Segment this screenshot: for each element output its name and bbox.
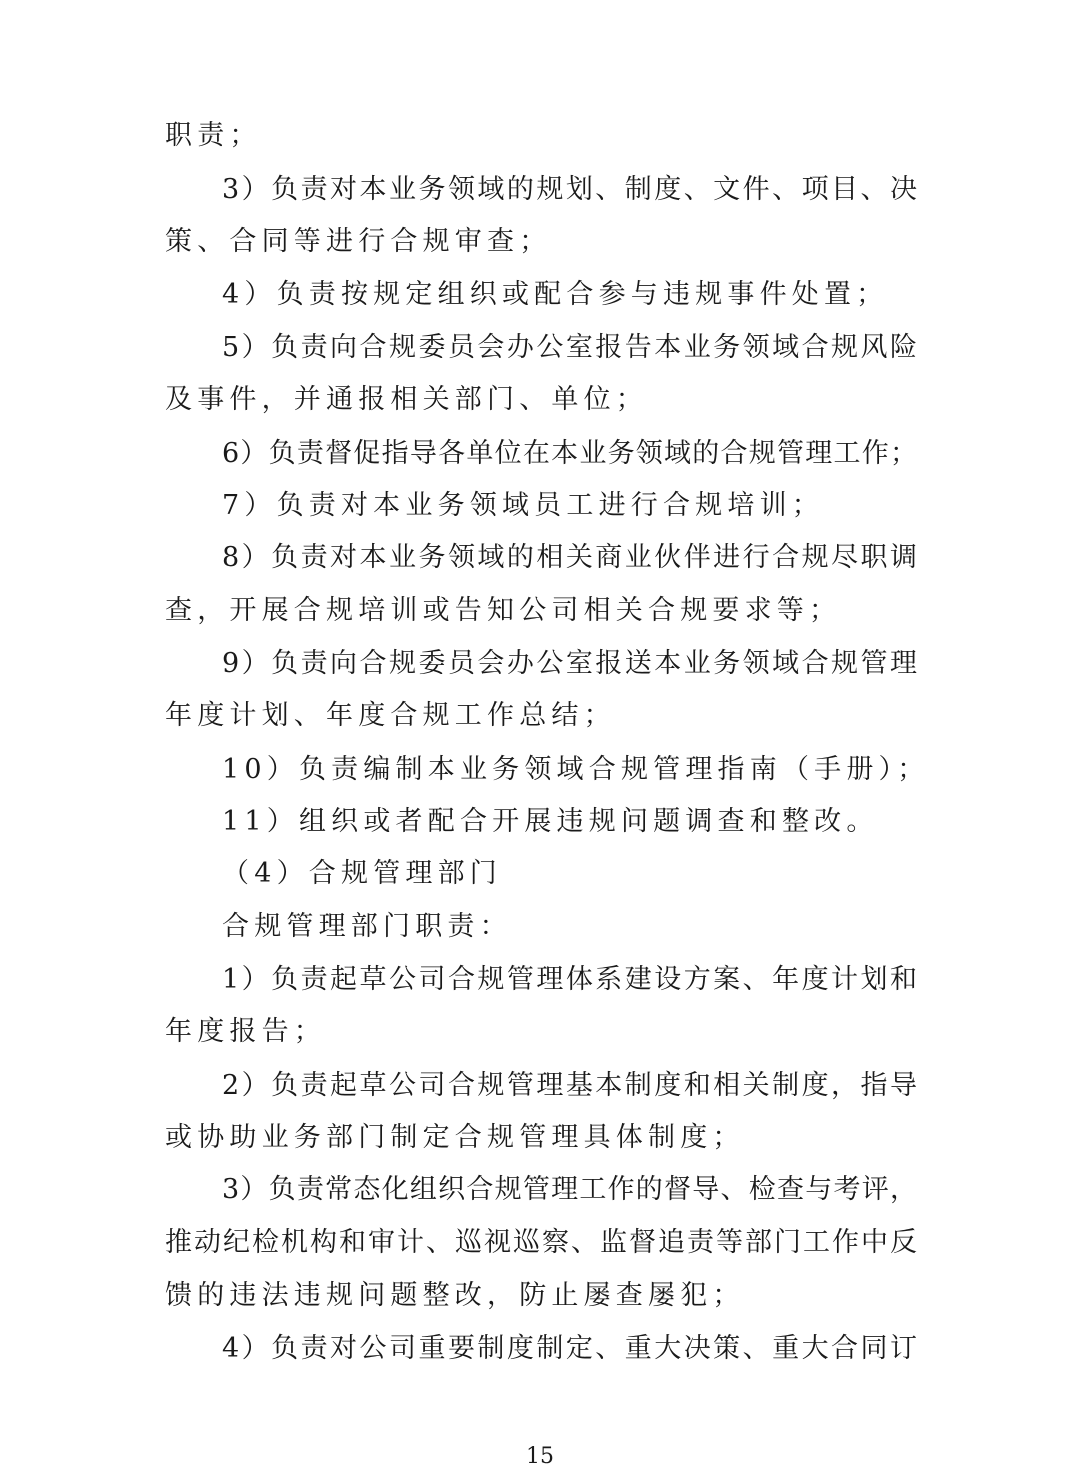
text-line: 4）负责按规定组织或配合参与违规事件处置； — [222, 279, 889, 310]
text-line: 8）负责对本业务领域的相关商业伙伴进行合规尽职调 — [222, 542, 917, 573]
text-line: 馈的违法违规问题整改，防止屡查屡犯； — [165, 1280, 745, 1311]
text-line: 10）负责编制本业务领域合规管理指南（手册）； — [222, 754, 930, 785]
text-line: 1）负责起草公司合规管理体系建设方案、年度计划和 — [222, 964, 917, 995]
text-line: 6）负责督促指导各单位在本业务领域的合规管理工作； — [222, 438, 917, 469]
text-line: 策、合同等进行合规审查； — [165, 226, 552, 257]
text-line: 3）负责对本业务领域的规划、制度、文件、项目、决 — [222, 174, 917, 205]
text-line: 5）负责向合规委员会办公室报告本业务领域合规风险 — [222, 332, 917, 363]
text-line: 2）负责起草公司合规管理基本制度和相关制度，指导 — [222, 1070, 917, 1101]
text-line: 年度计划、年度合规工作总结； — [165, 700, 616, 731]
page-number: 15 — [526, 1444, 554, 1469]
text-line: 查，开展合规培训或告知公司相关合规要求等； — [165, 595, 842, 626]
text-line: 7）负责对本业务领域员工进行合规培训； — [222, 490, 824, 521]
text-line: 4）负责对公司重要制度制定、重大决策、重大合同订 — [222, 1333, 917, 1364]
text-line: 推动纪检机构和审计、巡视巡察、监督追责等部门工作中反 — [165, 1227, 917, 1258]
section-heading: （4）合规管理部门 — [222, 858, 502, 889]
text-line: 职责； — [165, 120, 262, 151]
text-line: 年度报告； — [165, 1016, 326, 1047]
text-line: 合规管理部门职责： — [222, 911, 512, 942]
text-line: 11）组织或者配合开展违规问题调查和整改。 — [222, 806, 879, 837]
text-line: 及事件，并通报相关部门、单位； — [165, 384, 648, 415]
text-line: 或协助业务部门制定合规管理具体制度； — [165, 1122, 745, 1153]
text-line: 3）负责常态化组织合规管理工作的督导、检查与考评， — [222, 1174, 917, 1205]
text-line: 9）负责向合规委员会办公室报送本业务领域合规管理 — [222, 648, 917, 679]
